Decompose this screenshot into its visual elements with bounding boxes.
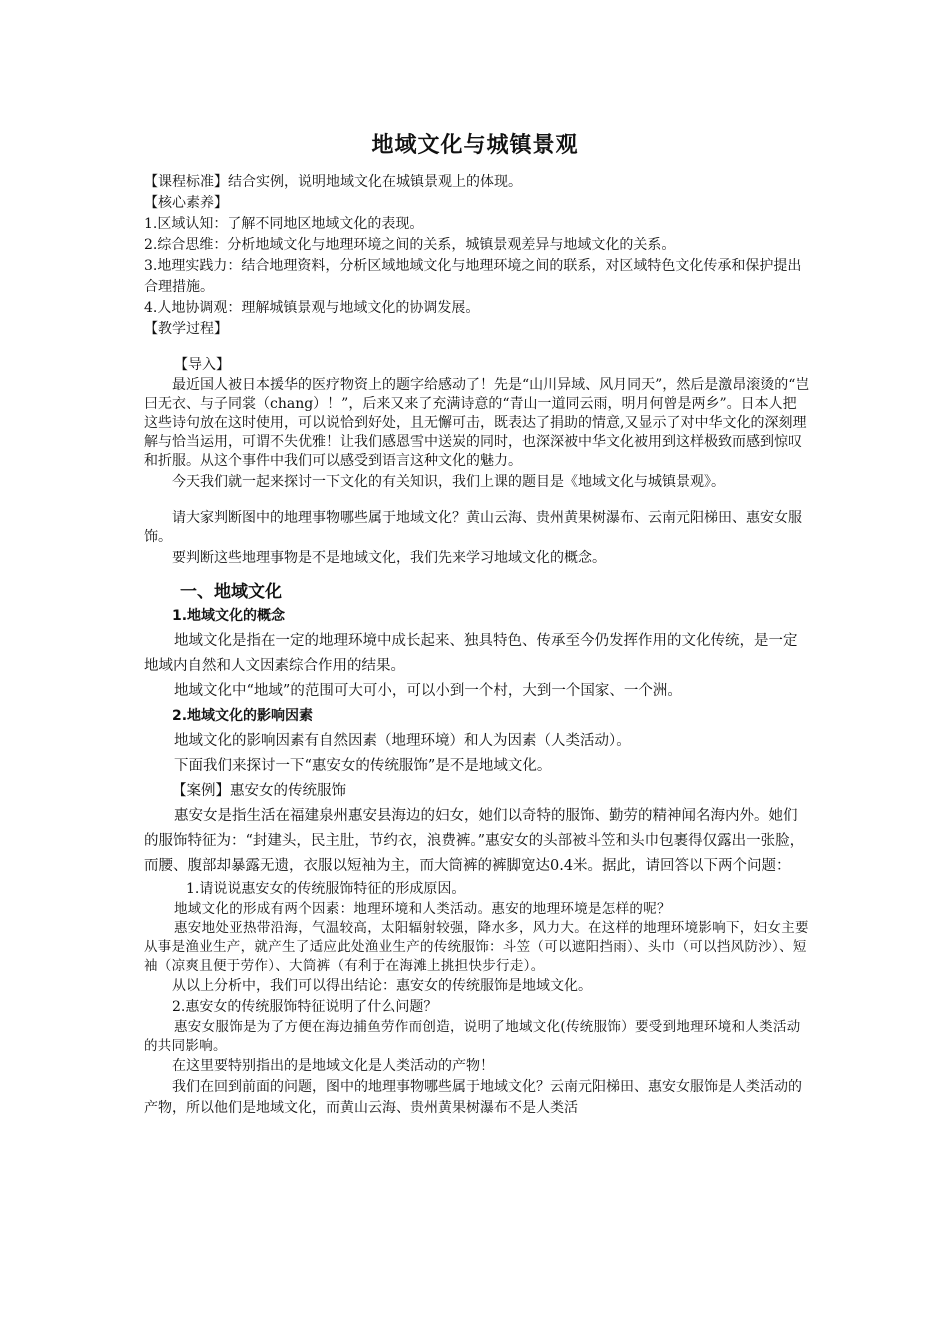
core-item-2: 2.综合思维：分析地域文化与地理环境之间的关系，城镇景观差异与地域文化的关系。 <box>144 237 676 253</box>
core-item-1: 1.区域认知：了解不同地区地域文化的表现。 <box>144 216 424 232</box>
intro-paragraph-3: 请大家判断图中的地理事物哪些属于地域文化？黄山云海、贵州黄果树瀑布、云南元阳梯田、惠安女服饰。 <box>144 510 802 545</box>
intro-label: 【导入】 <box>174 357 230 373</box>
core-literacy-label: 【核心素养】 <box>144 195 228 211</box>
teaching-process-label: 【教学过程】 <box>144 321 228 337</box>
subheading-concept: 1.地域文化的概念 <box>172 608 286 624</box>
question-2: 2.惠安女的传统服饰特征说明了什么问题？ <box>172 999 438 1015</box>
answer-1-paragraph-1: 地域文化的形成有两个因素：地理环境和人类活动。惠安的地理环境是怎样的呢？ <box>174 901 671 917</box>
intro-paragraph-4: 要判断这些地理事物是不是地域文化，我们先来学习地域文化的概念。 <box>172 550 606 566</box>
factors-paragraph-2: 下面我们来探讨一下“惠安女的传统服饰”是不是地域文化。 <box>174 758 552 774</box>
core-item-4: 4.人地协调观：理解城镇景观与地域文化的协调发展。 <box>144 300 480 316</box>
concept-paragraph-1: 地域文化是指在一定的地理环境中成长起来、独具特色、传承至今仍发挥作用的文化传统，是一定地域内自然和人文因素综合作用的结果。 <box>144 633 798 674</box>
intro-paragraph-1: 最近国人被日本援华的医疗物资上的题字给感动了！先是“山川异域、风月同天”，然后是激昂滚烫的“岂曰无衣、与子同裳（chang）！”，后来又来了充满诗意的“青山一道同云雨，明月何曾是两乡”。日本人把这些诗句放在这时使用，可以说恰到好处，且无懈可击，既表达了捐助的情意,又显示了对中华文化的深刻理解与恰当运用，可谓不失优雅！让我们感恩雪中送炭的同时，也深深被中华文化被用到这样极致而感到惊叹和折服。从这个事件中我们可以感受到语言这种文化的魅力。 <box>144 377 810 469</box>
concept-paragraph-2: 地域文化中“地域”的范围可大可小，可以小到一个村，大到一个国家、一个洲。 <box>174 683 682 699</box>
answer-2-paragraph-2: 在这里要特别指出的是地域文化是人类活动的产物！ <box>172 1058 494 1074</box>
course-standard: 【课程标准】结合实例，说明地域文化在城镇景观上的体现。 <box>144 174 522 190</box>
answer-1-conclusion: 从以上分析中，我们可以得出结论：惠安女的传统服饰是地域文化。 <box>172 978 592 994</box>
page-title: 地域文化与城镇景观 <box>371 133 579 158</box>
factors-paragraph-1: 地域文化的影响因素有自然因素（地理环境）和人为因素（人类活动）。 <box>174 733 631 749</box>
section-heading: 一、地域文化 <box>180 582 282 602</box>
subheading-factors: 2.地域文化的影响因素 <box>172 708 314 724</box>
question-1: 1.请说说惠安女的传统服饰特征的形成原因。 <box>186 881 466 897</box>
case-label: 【案例】惠安女的传统服饰 <box>172 783 346 799</box>
core-item-3: 3.地理实践力：结合地理资料，分析区域地域文化与地理环境之间的联系，对区域特色文化传承和保护提出合理措施。 <box>144 258 802 295</box>
document-body <box>144 172 810 1119</box>
answer-1-paragraph-2: 惠安地处亚热带沿海，气温较高，太阳辐射较强，降水多，风力大。在这样的地理环境影响下，妇女主要从事是渔业生产，就产生了适应此处渔业生产的传统服饰：斗笠（可以遮阳挡雨）、头巾（可以挡风防沙）、短袖（凉爽且便于劳作）、大筒裤（有利于在海滩上挑担快步行走）。 <box>144 920 809 974</box>
case-paragraph: 惠安女是指生活在福建泉州惠安县海边的妇女，她们以奇特的服饰、勤劳的精神闻名海内外。她们的服饰特征为：“封建头，民主肚，节约衣，浪费裤。”惠安女的头部被斗笠和头巾包裹得仅露出一张脸，而腰、腹部却暴露无遗，衣服以短袖为主，而大筒裤的裤脚宽达0.4米。据此，请回答以下两个问题： <box>144 808 805 874</box>
intro-paragraph-2: 今天我们就一起来探讨一下文化的有关知识，我们上课的题目是《地域文化与城镇景观》。 <box>172 474 725 490</box>
answer-2-paragraph-3: 我们在回到前面的问题，图中的地理事物哪些属于地域文化？云南元阳梯田、惠安女服饰是人类活动的产物，所以他们是地域文化，而黄山云海、贵州黄果树瀑布不是人类活 <box>144 1079 802 1116</box>
answer-2-paragraph-1: 惠安女服饰是为了方便在海边捕鱼劳作而创造，说明了地域文化(传统服饰）要受到地理环境和人类活动的共同影响。 <box>144 1019 801 1054</box>
